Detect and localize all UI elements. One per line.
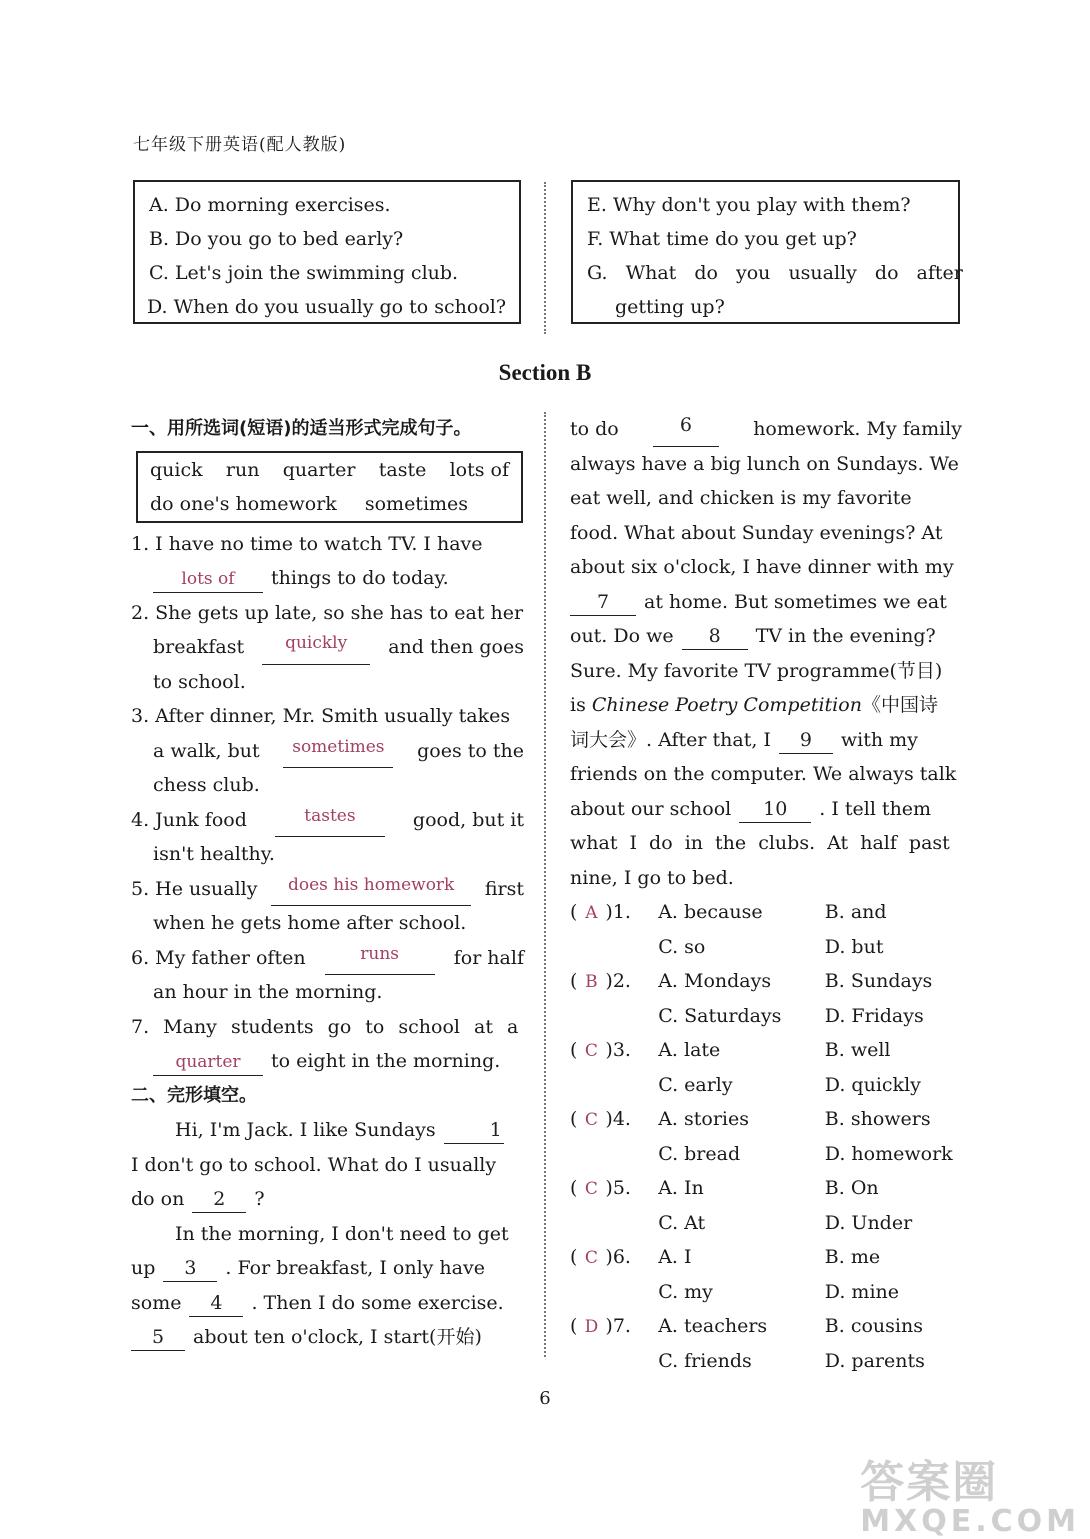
word-box (136, 451, 523, 523)
choice-number: 4. (612, 1108, 631, 1130)
q1-rest: things to do today. (271, 567, 449, 589)
cloze-text: some (131, 1291, 182, 1314)
choice-option-d: D. Under (824, 1211, 913, 1234)
cloze-text: ? (254, 1188, 265, 1210)
choice-paren: ( A )1. (570, 895, 658, 930)
cloze-blank-6: 6 (653, 412, 719, 447)
choice-paren: ( B )2. (570, 964, 658, 999)
cloze-text: do on (131, 1188, 185, 1210)
choice-option-c: C. friends (658, 1349, 752, 1372)
choice-paren: ( C )4. (570, 1102, 658, 1137)
cloze-r13: what I do in the clubs. At half past (570, 832, 950, 854)
cloze-blank-2: 2 (192, 1186, 246, 1213)
choice-spacer (570, 1206, 658, 1241)
q2-answer: quickly (262, 630, 370, 665)
q5-line2: when he gets home after school. (153, 912, 467, 934)
choice-number: 6. (612, 1246, 631, 1268)
q6-post: for half (453, 946, 524, 969)
q3-line1: 3. After dinner, Mr. Smith usually takes (131, 705, 511, 727)
option-g (587, 256, 963, 290)
choice-option-b: B. On (824, 1177, 879, 1199)
choice-option-d: D. Fridays (824, 1004, 924, 1027)
choice-answer: D (584, 1317, 599, 1337)
choice-number: 1. (612, 901, 631, 923)
cloze-blank-1: 1 (444, 1117, 504, 1144)
cloze-text: . I tell them (819, 797, 932, 820)
cloze-line2: I don't go to school. What do I usually (131, 1153, 497, 1176)
cloze-text: about ten o'clock, I start(开始) (193, 1326, 482, 1348)
choice-option-b: B. and (824, 901, 887, 923)
q2-line3: to school. (153, 670, 246, 693)
choice-spacer (570, 1137, 658, 1172)
cloze-line7 (131, 1320, 524, 1355)
cloze-line4: In the morning, I don't need to get (175, 1222, 509, 1245)
cloze-line5 (131, 1251, 524, 1286)
option-g-text: G. What do you usually do after (587, 262, 963, 284)
choice-row (570, 964, 962, 999)
cloze-r2: always have a big lunch on Sundays. We (570, 452, 959, 475)
option-a: A. Do morning exercises. (149, 194, 391, 216)
watermark (860, 1446, 1080, 1539)
watermark-url: MXQE.COM (860, 1504, 1080, 1539)
cloze-blank-7: 7 (570, 589, 636, 616)
right-column (570, 412, 962, 1378)
choice-paren: ( D )7. (570, 1309, 658, 1344)
option-e: E. Why don't you play with them? (587, 194, 911, 216)
cloze-r6 (570, 585, 962, 620)
cloze-line6 (131, 1286, 524, 1321)
cloze-text: about our school (570, 797, 732, 820)
cloze-r11: friends on the computer. We always talk (570, 763, 957, 785)
choice-spacer (570, 1068, 658, 1103)
choice-option-c: C. so (658, 935, 706, 958)
page-header: 七年级下册英语(配人教版) (133, 135, 347, 155)
choice-list (570, 895, 962, 1378)
word-box-row2 (150, 487, 509, 521)
word-box-row1 (150, 453, 509, 487)
q2-post: and then goes (388, 636, 524, 658)
choice-option-a: A. I (658, 1246, 692, 1268)
choice-option-c: C. Saturdays (658, 1004, 782, 1027)
choice-row-cont (570, 1344, 962, 1379)
choice-row-cont (570, 1275, 962, 1310)
choice-row-cont (570, 930, 962, 965)
q6-answer: runs (325, 941, 435, 976)
choice-answer: C (584, 1179, 598, 1199)
divider-dotted-top (544, 182, 546, 334)
option-d: D. When do you usually go to school? (147, 296, 507, 318)
q2-line1: 2. She gets up late, so she has to eat her (131, 601, 524, 624)
choice-row (570, 1033, 962, 1068)
cloze-text: is (570, 694, 586, 716)
choice-spacer (570, 1344, 658, 1379)
choice-row-cont (570, 1137, 962, 1172)
cloze-r1 (570, 412, 962, 447)
option-b: B. Do you go to bed early? (149, 228, 404, 250)
choice-row (570, 1102, 962, 1137)
choice-row (570, 1240, 962, 1275)
choice-answer: C (584, 1248, 598, 1268)
cloze-text: at home. But sometimes we eat (644, 590, 947, 613)
cloze-text: . Then I do some exercise. (251, 1291, 504, 1314)
cloze-blank-5: 5 (131, 1324, 185, 1351)
cloze-text: homework. My family (753, 418, 962, 440)
q3-answer: sometimes (283, 734, 393, 769)
option-g-cont: getting up? (615, 296, 725, 318)
cloze-text: out. Do we (570, 625, 674, 647)
cloze-blank-3: 3 (163, 1255, 217, 1282)
choice-number: 7. (612, 1315, 631, 1337)
word-taste: taste (378, 458, 427, 481)
choice-option-a: A. In (658, 1177, 704, 1199)
word-run: run (225, 458, 260, 481)
choice-option-d: D. but (824, 935, 884, 958)
word-quick: quick (150, 458, 203, 481)
q1-answer: lots of (153, 566, 263, 593)
choice-spacer (570, 1275, 658, 1310)
choice-option-b: B. Sundays (824, 970, 933, 992)
choice-option-d: D. parents (824, 1349, 925, 1372)
choice-option-b: B. cousins (824, 1315, 923, 1337)
q6-line2: an hour in the morning. (153, 981, 383, 1003)
choice-row-cont (570, 999, 962, 1034)
choice-spacer (570, 930, 658, 965)
cloze-text: 《中国诗 (861, 694, 938, 716)
q5-pre: 5. He usually (131, 877, 258, 900)
cloze-text: to do (570, 418, 619, 440)
choice-number: 2. (612, 970, 631, 992)
choice-option-a: A. Mondays (658, 970, 772, 992)
options-box-left (133, 180, 521, 324)
q6-line1 (131, 941, 524, 976)
options-box-right (571, 180, 963, 324)
choice-option-b: B. me (824, 1246, 881, 1268)
q7-answer: quarter (153, 1049, 263, 1076)
cloze-text: . For breakfast, I only have (225, 1257, 485, 1279)
q4-line1 (131, 803, 524, 838)
programme-title: Chinese Poetry Competition (591, 694, 862, 716)
cloze-r7 (570, 619, 962, 654)
cloze-r12 (570, 792, 962, 827)
divider-dotted-main (544, 412, 546, 1357)
watermark-logo: 答案圈 (860, 1457, 999, 1508)
choice-option-b: B. well (824, 1039, 891, 1061)
cloze-text: 词大会》. After that, I (570, 728, 771, 751)
q7-line2 (131, 1044, 524, 1079)
part1-heading: 一、用所选词(短语)的适当形式完成句子。 (131, 418, 472, 439)
choice-row-cont (570, 1206, 962, 1241)
choice-option-c: C. bread (658, 1142, 741, 1165)
q4-line2: isn't healthy. (153, 843, 275, 865)
choice-answer: C (584, 1041, 598, 1061)
choice-option-c: C. At (658, 1211, 706, 1234)
q3-post: goes to the (417, 739, 524, 762)
q4-pre: 4. Junk food (131, 808, 247, 831)
q3-line2 (131, 734, 524, 769)
choice-option-a: A. because (658, 901, 763, 923)
q3-line3: chess club. (153, 774, 260, 796)
q5-line1 (131, 872, 524, 907)
cloze-r10 (570, 723, 962, 758)
choice-paren: ( C )6. (570, 1240, 658, 1275)
cloze-line1 (131, 1113, 524, 1148)
q6-pre: 6. My father often (131, 946, 306, 969)
cloze-r9 (570, 688, 962, 723)
choice-option-a: A. late (658, 1039, 721, 1061)
choice-row-cont (570, 1068, 962, 1103)
choice-row (570, 895, 962, 930)
choice-number: 3. (612, 1039, 631, 1061)
cloze-line3 (131, 1182, 524, 1217)
q2-pre: breakfast (153, 636, 245, 658)
q4-answer: tastes (275, 803, 385, 838)
cloze-text: up (131, 1257, 156, 1279)
cloze-blank-10: 10 (739, 796, 811, 823)
choice-option-a: A. teachers (658, 1315, 768, 1337)
q1-line2 (131, 561, 524, 596)
choice-option-d: D. quickly (824, 1073, 921, 1096)
choice-paren: ( C )3. (570, 1033, 658, 1068)
choice-row (570, 1309, 962, 1344)
choice-option-c: C. early (658, 1073, 733, 1096)
page-number: 6 (539, 1388, 551, 1409)
choice-option-a: A. stories (658, 1108, 749, 1130)
choice-number: 5. (612, 1177, 631, 1199)
cloze-r4: food. What about Sunday evenings? At (570, 521, 943, 544)
choice-option-c: C. my (658, 1280, 713, 1303)
option-c: C. Let's join the swimming club. (149, 262, 459, 284)
q4-post: good, but it (412, 808, 524, 831)
option-f: F. What time do you get up? (587, 228, 857, 250)
cloze-r3: eat well, and chicken is my favorite (570, 487, 912, 509)
part2-heading: 二、完形填空。 (131, 1084, 257, 1106)
choice-option-b: B. showers (824, 1108, 931, 1130)
cloze-blank-8: 8 (682, 623, 748, 650)
choice-spacer (570, 999, 658, 1034)
cloze-r14: nine, I go to bed. (570, 866, 734, 889)
q1-line1: 1. I have no time to watch TV. I have (131, 532, 483, 555)
q5-post: first (484, 877, 524, 900)
section-title: Section B (498, 360, 592, 385)
q7-rest: to eight in the morning. (271, 1050, 501, 1072)
choice-row (570, 1171, 962, 1206)
choice-answer: C (584, 1110, 598, 1130)
cloze-blank-9: 9 (779, 727, 833, 754)
q3-pre: a walk, but (153, 739, 260, 762)
choice-option-d: D. homework (824, 1142, 953, 1165)
q7-line1: 7. Many students go to school at a (131, 1015, 519, 1038)
cloze-r8: Sure. My favorite TV programme(节目) (570, 659, 943, 682)
choice-option-d: D. mine (824, 1280, 900, 1303)
cloze-text: with my (840, 728, 918, 751)
q5-answer: does his homework (271, 872, 471, 907)
cloze-text: TV in the evening? (755, 625, 936, 647)
word-sometimes: sometimes (364, 492, 469, 515)
cloze-text: Hi, I'm Jack. I like Sundays (175, 1119, 436, 1141)
word-lots-of: lots of (449, 458, 509, 481)
q2-line2 (131, 630, 524, 665)
choice-paren: ( C )5. (570, 1171, 658, 1206)
cloze-blank-4: 4 (189, 1290, 243, 1317)
word-do-homework: do one's homework (150, 492, 337, 515)
cloze-r5: about six o'clock, I have dinner with my (570, 556, 954, 578)
choice-answer: A (585, 903, 598, 923)
left-column (131, 412, 524, 1355)
choice-answer: B (585, 972, 598, 992)
word-quarter: quarter (282, 458, 356, 481)
